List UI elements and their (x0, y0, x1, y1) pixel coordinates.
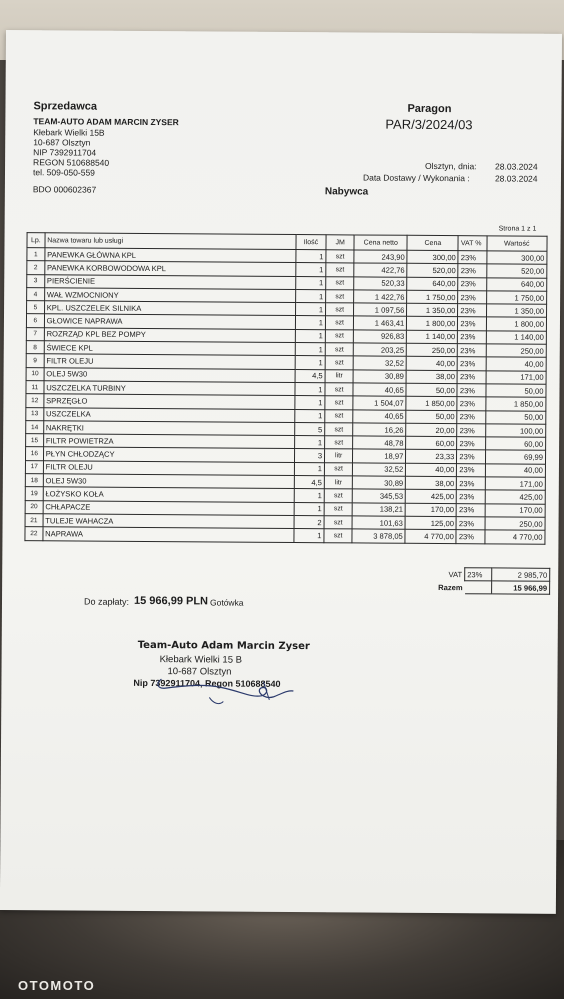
issue-place-label: Olsztyn, dnia: (425, 160, 477, 172)
issue-date: 28.03.2024 (495, 161, 538, 172)
row-net-price: 48,78 (353, 436, 406, 450)
row-lp: 11 (26, 381, 44, 394)
header-net-price: Cena netto (354, 235, 407, 250)
row-qty: 1 (295, 382, 325, 396)
vat-value: 2 985,70 (492, 568, 550, 581)
header-lp: Lp. (27, 233, 45, 248)
row-name: PIERŚCIENIE (44, 274, 295, 289)
row-lp: 21 (25, 514, 43, 527)
row-value: 1 800,00 (486, 317, 547, 331)
row-value: 4 770,00 (484, 530, 545, 544)
row-name: ŚWIECE KPL (44, 341, 295, 356)
row-unit: szt (324, 489, 352, 502)
row-price: 1 850,00 (406, 397, 457, 411)
row-price: 60,00 (406, 436, 457, 450)
row-vat: 23% (458, 251, 486, 264)
seller-name: TEAM-AUTO ADAM MARCIN ZYSER (33, 116, 179, 128)
stamp-company: Team-Auto Adam Marcin Zyser (137, 639, 310, 653)
row-vat: 23% (458, 291, 486, 304)
row-qty: 1 (295, 343, 325, 357)
row-lp: 9 (26, 354, 44, 367)
row-net-price: 1 422,76 (354, 290, 407, 304)
row-net-price: 30,89 (352, 476, 405, 490)
row-price: 125,00 (405, 516, 456, 530)
row-price: 40,00 (406, 463, 457, 477)
row-vat: 23% (457, 370, 485, 383)
row-vat: 23% (457, 384, 485, 397)
row-name: NAPRAWA (43, 527, 294, 542)
row-price: 20,00 (406, 423, 457, 437)
row-name: ŁOŻYSKO KOŁA (43, 487, 294, 502)
row-unit: szt (325, 356, 353, 369)
row-qty: 5 (295, 422, 325, 436)
grand-total-row (400, 580, 550, 594)
row-unit: litr (325, 449, 353, 462)
header-value: Wartość (486, 236, 547, 251)
seller-street: Kłebark Wielki 15B (33, 127, 105, 138)
row-unit: szt (325, 436, 353, 449)
row-name: USZCZELKA (43, 407, 294, 422)
row-net-price: 16,26 (353, 423, 406, 437)
row-value: 40,00 (485, 464, 546, 478)
row-vat: 23% (456, 530, 484, 543)
row-qty: 1 (294, 436, 324, 450)
row-unit: szt (325, 409, 353, 422)
row-lp: 10 (26, 367, 44, 380)
row-name: FILTR POWIETRZA (43, 434, 294, 449)
row-net-price: 422,76 (354, 263, 407, 277)
row-price: 250,00 (407, 343, 458, 357)
row-lp: 12 (26, 394, 44, 407)
row-value: 1 850,00 (485, 397, 546, 411)
stamp-city: 10-687 Olsztyn (167, 666, 232, 678)
row-value: 1 750,00 (486, 291, 547, 305)
row-qty: 4,5 (294, 476, 324, 490)
total-label: Razem (438, 582, 463, 592)
row-net-price: 1 504,07 (353, 396, 406, 410)
row-lp: 8 (26, 341, 44, 354)
row-price: 50,00 (406, 410, 457, 424)
row-vat: 23% (458, 264, 486, 277)
row-value: 520,00 (486, 264, 547, 278)
header-unit: JM (326, 235, 354, 250)
row-price: 1 140,00 (407, 330, 458, 344)
row-price: 23,33 (406, 450, 457, 464)
row-net-price: 32,52 (353, 356, 406, 370)
row-unit: szt (325, 423, 353, 436)
row-net-price: 32,52 (353, 463, 406, 477)
row-price: 38,00 (406, 370, 457, 384)
row-name: CHŁAPACZE (43, 500, 294, 515)
row-value: 170,00 (485, 503, 546, 517)
row-unit: szt (326, 250, 354, 263)
row-name: OLEJ 5W30 (43, 474, 294, 489)
document-number: PAR/3/2024/03 (385, 116, 473, 133)
row-qty: 1 (296, 276, 326, 290)
row-unit: szt (326, 303, 354, 316)
row-name: PANEWKA GŁÓWNA KPL (45, 248, 296, 263)
row-qty: 1 (296, 250, 326, 264)
row-price: 300,00 (407, 250, 458, 264)
row-net-price: 243,90 (354, 250, 407, 264)
header-price: Cena (407, 235, 458, 250)
row-lp: 4 (27, 288, 45, 301)
row-vat: 23% (457, 410, 485, 423)
header-name: Nazwa towaru lub usługi (45, 233, 296, 250)
page-number: Strona 1 z 1 (498, 225, 537, 233)
row-value: 1 140,00 (486, 331, 547, 345)
row-lp: 6 (26, 314, 44, 327)
row-lp: 14 (26, 421, 44, 434)
row-price: 1 750,00 (407, 290, 458, 304)
row-unit: szt (325, 316, 353, 329)
row-qty: 1 (295, 289, 325, 303)
row-vat: 23% (457, 490, 485, 503)
row-value: 100,00 (485, 424, 546, 438)
row-lp: 3 (27, 274, 45, 287)
total-spacer (465, 581, 492, 594)
row-name: OLEJ 5W30 (44, 367, 295, 382)
row-net-price: 40,65 (353, 383, 406, 397)
row-price: 50,00 (406, 383, 457, 397)
row-net-price: 926,83 (354, 330, 407, 344)
row-value: 40,00 (486, 357, 547, 371)
totals-table (400, 567, 550, 595)
row-lp: 22 (25, 527, 43, 540)
row-net-price: 40,65 (353, 409, 406, 423)
delivery-date: 28.03.2024 (494, 173, 538, 184)
row-unit: szt (326, 290, 354, 303)
row-name: USZCZELKA TURBINY (44, 381, 295, 396)
row-vat: 23% (458, 277, 486, 290)
row-name: GŁOWICE NAPRAWA (44, 314, 295, 329)
row-price: 170,00 (405, 503, 456, 517)
row-net-price: 30,89 (353, 370, 406, 384)
stamp-street: Kłebark Wielki 15 B (159, 654, 243, 666)
row-name: SPRZĘGŁO (44, 394, 295, 409)
row-unit: szt (325, 343, 353, 356)
row-unit: szt (324, 502, 352, 515)
row-lp: 15 (26, 434, 44, 447)
row-price: 4 770,00 (405, 530, 456, 544)
row-vat: 23% (458, 357, 486, 370)
row-lp: 18 (25, 474, 43, 487)
row-name: TULEJE WAHACZA (43, 514, 294, 529)
otomoto-watermark: OTOMOTO (18, 978, 96, 993)
total-value: 15 966,99 (492, 581, 550, 594)
seller-phone: tel. 509-050-559 (32, 167, 95, 178)
row-value: 69,99 (485, 450, 546, 464)
table-row (25, 527, 545, 544)
row-net-price: 203,25 (353, 343, 406, 357)
items-table (24, 232, 547, 544)
payment-method: Gotówka (209, 597, 244, 608)
seller-regon: REGON 510688540 (33, 157, 110, 168)
row-lp: 2 (27, 261, 45, 274)
row-vat: 23% (457, 450, 485, 463)
row-net-price: 18,97 (353, 449, 406, 463)
row-name: NAKRĘTKI (43, 421, 294, 436)
row-vat: 23% (457, 424, 485, 437)
row-unit: szt (325, 330, 353, 343)
row-value: 250,00 (485, 517, 546, 531)
vat-rate: 23% (465, 568, 492, 581)
row-qty: 1 (295, 409, 325, 423)
row-qty: 1 (294, 489, 324, 503)
signature-icon (151, 659, 301, 710)
row-lp: 19 (25, 487, 43, 500)
buyer-heading: Nabywca (324, 186, 369, 198)
stamp-ids: Nip 7392911704, Regon 510688540 (133, 677, 281, 689)
row-value: 425,00 (485, 490, 546, 504)
vat-label: VAT (448, 569, 463, 579)
row-unit: litr (325, 369, 353, 382)
seller-city: 10-687 Olsztyn (33, 137, 91, 148)
row-unit: szt (325, 383, 353, 396)
row-unit: szt (325, 396, 353, 409)
row-qty: 1 (295, 329, 325, 343)
row-value: 250,00 (486, 344, 547, 358)
row-unit: szt (324, 529, 352, 542)
row-qty: 3 (294, 449, 324, 463)
row-price: 40,00 (406, 357, 457, 371)
row-net-price: 520,33 (354, 277, 407, 291)
row-value: 1 350,00 (486, 304, 547, 318)
row-vat: 23% (457, 463, 485, 476)
row-name: KPL. USZCZELEK SILNIKA (44, 301, 295, 316)
row-name: WAŁ WZMOCNIONY (44, 288, 295, 303)
row-vat: 23% (458, 330, 486, 343)
row-value: 60,00 (485, 437, 546, 451)
row-qty: 1 (295, 303, 325, 317)
row-unit: litr (324, 476, 352, 489)
bdo-number: BDO 000602367 (32, 184, 97, 195)
seller-heading: Sprzedawca (33, 100, 98, 113)
receipt-document (0, 30, 562, 914)
row-net-price: 3 878,05 (352, 529, 405, 543)
row-qty: 1 (294, 502, 324, 516)
row-lp: 16 (25, 447, 43, 460)
vat-total-row (400, 567, 550, 581)
header-qty: Ilość (296, 235, 326, 250)
row-vat: 23% (457, 437, 485, 450)
row-name: FILTR OLEJU (43, 461, 294, 476)
row-net-price: 1 463,41 (354, 316, 407, 330)
row-unit: szt (324, 462, 352, 475)
row-qty: 1 (295, 316, 325, 330)
row-value: 171,00 (485, 477, 546, 491)
row-qty: 1 (295, 356, 325, 370)
row-lp: 20 (25, 500, 43, 513)
row-price: 520,00 (407, 264, 458, 278)
row-value: 171,00 (486, 371, 547, 385)
row-unit: szt (324, 516, 352, 529)
row-name: PANEWKA KORBOWODOWA KPL (44, 261, 295, 276)
row-lp: 5 (27, 301, 45, 314)
row-net-price: 1 097,56 (354, 303, 407, 317)
row-qty: 1 (294, 529, 324, 543)
row-name: PŁYN CHŁODZĄCY (43, 447, 294, 462)
row-net-price: 101,63 (352, 516, 405, 530)
row-qty: 2 (294, 515, 324, 529)
row-vat: 23% (458, 344, 486, 357)
row-price: 38,00 (406, 476, 457, 490)
row-value: 50,00 (485, 410, 546, 424)
row-value: 50,00 (485, 384, 546, 398)
header-vat: VAT % (458, 236, 486, 251)
row-net-price: 138,21 (352, 503, 405, 517)
row-vat: 23% (456, 517, 484, 530)
row-price: 1 800,00 (407, 317, 458, 331)
row-unit: szt (326, 263, 354, 276)
row-vat: 23% (458, 304, 486, 317)
row-qty: 4,5 (295, 369, 325, 383)
payment-amount: 15 966,99 PLN (133, 594, 209, 608)
row-lp: 17 (25, 460, 43, 473)
row-lp: 13 (26, 407, 44, 420)
row-price: 425,00 (406, 490, 457, 504)
row-qty: 1 (294, 462, 324, 476)
row-name: ROZRZĄD KPL BEZ POMPY (44, 328, 295, 343)
row-price: 640,00 (407, 277, 458, 291)
row-qty: 1 (295, 396, 325, 410)
row-name: FILTR OLEJU (44, 354, 295, 369)
row-lp: 7 (26, 327, 44, 340)
row-value: 300,00 (486, 251, 547, 265)
document-type: Paragon (407, 102, 452, 116)
payment-label: Do zapłaty: (83, 596, 130, 607)
row-price: 1 350,00 (407, 303, 458, 317)
seller-nip: NIP 7392911704 (33, 147, 97, 158)
row-unit: szt (326, 276, 354, 289)
row-value: 640,00 (486, 277, 547, 291)
row-net-price: 345,53 (352, 489, 405, 503)
row-vat: 23% (457, 477, 485, 490)
row-vat: 23% (456, 503, 484, 516)
row-vat: 23% (458, 317, 486, 330)
row-vat: 23% (457, 397, 485, 410)
delivery-date-label: Data Dostawy / Wykonania : (362, 172, 470, 184)
row-qty: 1 (296, 263, 326, 277)
row-lp: 1 (27, 248, 45, 261)
